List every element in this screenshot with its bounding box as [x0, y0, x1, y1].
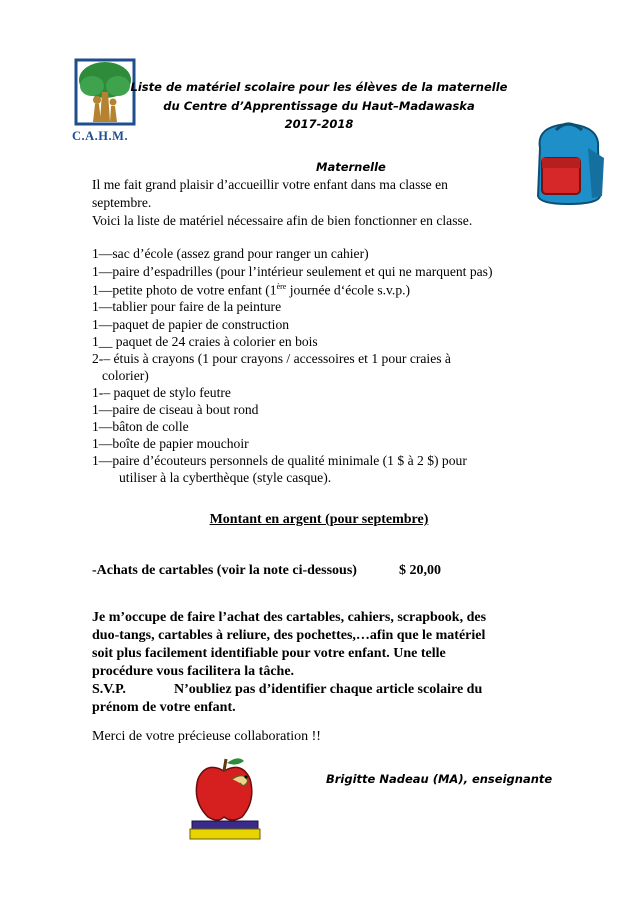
note-line: procédure vous facilitera la tâche.	[92, 664, 295, 679]
list-item	[92, 282, 410, 299]
note-line: Je m’occupe de faire l’achat des cartables, cahiers, scrapbook, des	[92, 610, 487, 625]
list-item: 1—bâton de colle	[92, 419, 189, 434]
list-item: 1—boîte de papier mouchoir	[92, 436, 249, 451]
note-line: duo-tangs, cartables à reliure, des pochettes,…afin que le matériel	[92, 628, 486, 643]
note-line: prénom de votre enfant.	[92, 700, 236, 715]
list-item: 1—paire de ciseau à bout rond	[92, 402, 259, 417]
apple-on-books-icon	[186, 753, 266, 841]
photo-item-after: journée d‘école s.v.p.)	[286, 282, 411, 298]
header-title-line1: Liste de matériel scolaire pour les élèves de la maternelle	[130, 80, 508, 94]
intro-line: Il me fait grand plaisir d’accueillir votre enfant dans ma classe en	[92, 177, 448, 192]
backpack-icon	[528, 118, 610, 208]
list-item: 1-– paquet de stylo feutre	[92, 385, 231, 400]
photo-item-sup: ère	[276, 282, 287, 291]
note-line: N’oubliez pas d’identifier chaque article scolaire du	[174, 682, 483, 697]
header-year: 2017-2018	[284, 117, 354, 131]
list-item: 1—tablier pour faire de la peinture	[92, 299, 282, 314]
list-item: 1—sac d’école (assez grand pour ranger un cahier)	[92, 246, 369, 261]
list-item-continuation: utiliser à la cyberthèque (style casque).	[119, 470, 332, 485]
logo-text: C.A.H.M.	[72, 129, 129, 143]
section-title: Maternelle	[316, 160, 386, 174]
purchase-amount: $ 20,00	[399, 563, 441, 578]
list-item-continuation: colorier)	[102, 368, 149, 383]
signature: Brigitte Nadeau (MA), enseignante	[326, 772, 553, 786]
list-item: 2-– étuis à crayons (1 pour crayons / accessoires et 1 pour craies à	[92, 351, 451, 366]
note-line: soit plus facilement identifiable pour votre enfant. Une telle	[92, 646, 446, 661]
list-item: 1—paire d’espadrilles (pour l’intérieur seulement et qui ne marquent pas)	[92, 264, 493, 279]
list-item: 1—paire d’écouteurs personnels de qualité minimale (1 $ à 2 $) pour	[92, 453, 467, 468]
intro-line: Voici la liste de matériel nécessaire afin de bien fonctionner en classe.	[92, 213, 473, 228]
svp-label: S.V.P.	[92, 682, 126, 697]
purchase-label: -Achats de cartables (voir la note ci-dessous)	[92, 563, 357, 578]
header-title-line2: du Centre d’Apprentissage du Haut–Madawaska	[163, 99, 475, 113]
money-heading: Montant en argent (pour septembre)	[209, 512, 429, 527]
photo-item-before: 1—petite photo de votre enfant (1	[92, 282, 277, 298]
thanks-text: Merci de votre précieuse collaboration !!	[92, 729, 321, 744]
intro-line: septembre.	[92, 195, 152, 210]
list-item: 1—paquet de papier de construction	[92, 317, 290, 332]
list-item: 1__ paquet de 24 craies à colorier en bois	[92, 334, 318, 349]
